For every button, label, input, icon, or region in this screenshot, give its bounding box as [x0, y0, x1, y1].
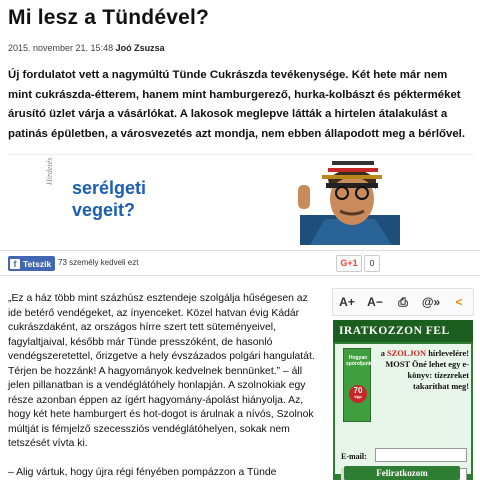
- promo-brand: SZOLJON: [387, 349, 427, 358]
- article-toolbar: [332, 288, 474, 316]
- facebook-like-count: 73 személy kedveli ezt: [58, 258, 139, 267]
- ebook-badge-number: 70: [353, 386, 363, 395]
- ad-slogan: [72, 177, 146, 221]
- newsletter-promo-text: [373, 348, 469, 392]
- newsletter-body: [335, 344, 471, 474]
- article-author[interactable]: Joó Zsuzsa: [115, 43, 165, 53]
- ad-person-image: [280, 155, 410, 245]
- share-icon[interactable]: <: [455, 295, 463, 309]
- advertisement-banner[interactable]: [8, 154, 474, 246]
- article-lead: Új fordulatot vett a nagymúltú Tünde Cukrászda tevékenysége. Két hete már nem mint cukrászda-étterem, hanem mint hamburgerező, hurka-kolbászt és pékterméket árusító üzlet várja a vásárlókat. A lakosok meglepve látták a hirtelen átalakulást a patinás épületben, a városvezetés azt mondja, nem ebben állapodott meg a bérlővel.: [8, 69, 466, 140]
- email-label: E-mail:: [341, 452, 367, 461]
- article-date: 2015. november 21. 15:48: [8, 43, 114, 53]
- ad-slogan-line1: serélgeti: [72, 178, 147, 198]
- article-meta: [8, 43, 165, 53]
- article-paragraph: „Ez a ház több mint százhúsz esztendeje szolgálja hűségesen az ide betérő vendégeket, az ínyenceket. Közel hatvan évig Kádár cukrászdaként, az országos hírre szert tett süteményeivel, fagylaltjaival, később már Tünde presszóként, de hasonló vendégszeretettel, őrizgetve a hely évszázados polgári hangulatát. Térjen be hozzánk! A hagyományok kedvelnek bennünket.” – áll jelen pillanatban is a vendéglátóhely honlapján. A szolnokiak egy része azonban éppen az ígért hagyomány-ápolást hiányolja. Az, hogy két hete hamburgert és hot-dogot is árulnak a nívós, Szolnok múltját is fémjelző szecessziós vendéglátóhelyen, sokak nem tetszését vívta ki.: [8, 293, 315, 449]
- print-icon[interactable]: ⎙: [398, 294, 408, 309]
- newsletter-signup: [333, 320, 473, 480]
- facebook-like-button[interactable]: [8, 256, 55, 271]
- ebook-title: Hogyan spóroljunk?: [346, 355, 375, 367]
- ad-tag: Hirdetés: [45, 157, 54, 185]
- article-title: Mi lesz a Tündével?: [8, 6, 210, 29]
- font-decrease-button[interactable]: A−: [367, 295, 383, 309]
- ebook-badge: [349, 385, 367, 403]
- promo-rest: hírlevelére! MOST Öné lehet egy e-könyv: tízezreket takaríthat meg!: [385, 349, 469, 391]
- ebook-cover-image: [343, 348, 375, 422]
- facebook-like-label: Tetszik: [23, 258, 52, 269]
- email-input[interactable]: [375, 448, 467, 462]
- facebook-icon: f: [10, 259, 20, 269]
- article-paragraph: – Alig vártuk, hogy újra régi fényében pompázzon a Tünde: [8, 466, 277, 478]
- newsletter-header: IRATKOZZON FEL: [333, 320, 473, 342]
- social-bar: [0, 250, 480, 276]
- article-body: [8, 292, 316, 480]
- subscribe-button[interactable]: Feliratkozom: [344, 466, 460, 480]
- google-plus-count: 0: [364, 255, 380, 272]
- email-icon[interactable]: @»: [421, 295, 441, 309]
- font-increase-button[interactable]: A+: [339, 295, 355, 309]
- ebook-badge-unit: tipp: [354, 394, 362, 399]
- ad-slogan-line2: vegeit?: [72, 200, 136, 220]
- promo-prefix: a: [380, 349, 388, 358]
- google-plus-button[interactable]: G+1: [336, 255, 362, 272]
